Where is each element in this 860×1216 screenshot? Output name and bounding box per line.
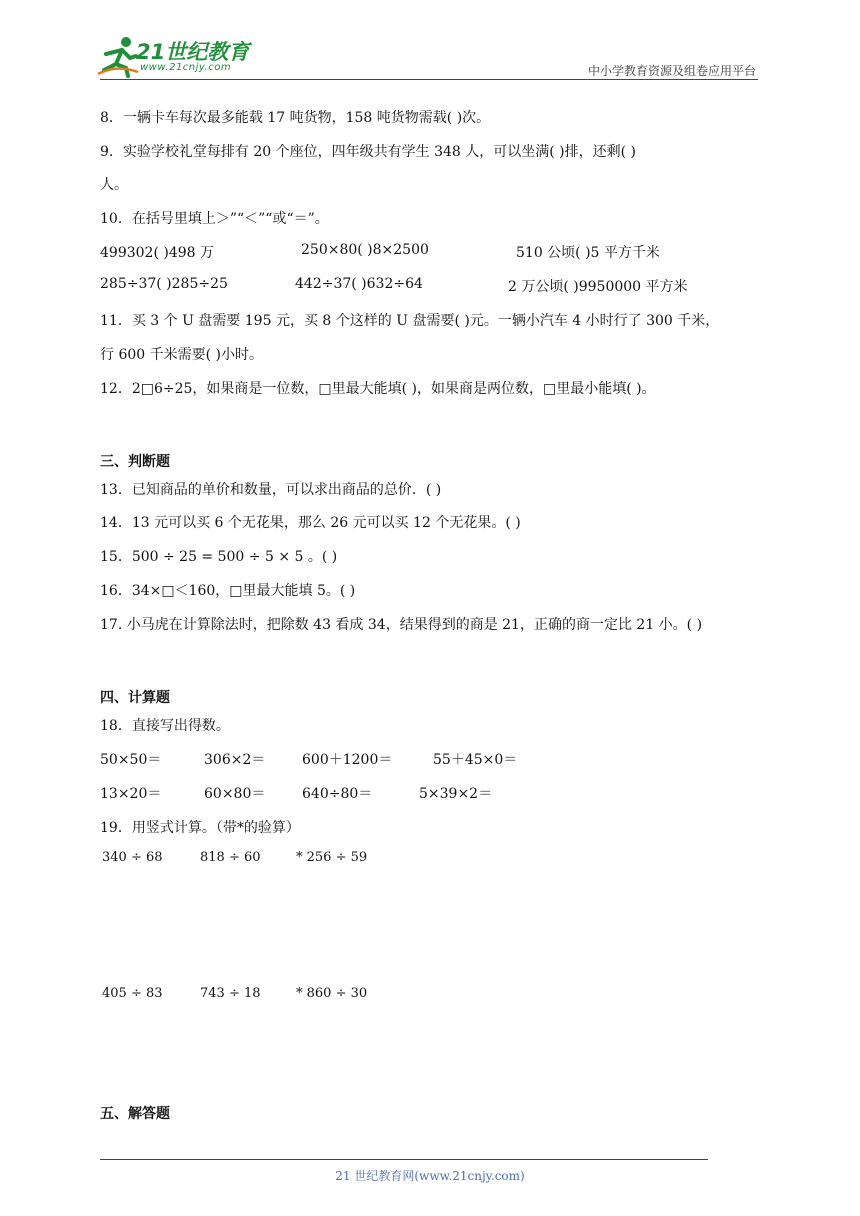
question-17: 17. 小马虎在计算除法时，把除数 43 看成 34，结果得到的商是 21，正确的商一定比 21 小。( ) — [100, 617, 703, 633]
runner-logo-icon — [96, 34, 140, 78]
q19-item: 405 ÷ 83 — [102, 986, 163, 1001]
question-8: 8．一辆卡车每次最多能载 17 吨货物，158 吨货物需载( )次。 — [100, 110, 491, 126]
question-11-line-1: 11．买 3 个 U 盘需要 195 元，买 8 个这样的 U 盘需要( )元。一辆小汽车 4 小时行了 300 千米， — [100, 313, 720, 329]
question-11-line-2: 行 600 千米需要( )小时。 — [100, 347, 263, 363]
q10-item: 285÷37( )285÷25 — [100, 276, 228, 292]
q10-item: 250×80( )8×2500 — [301, 242, 429, 258]
question-15: 15．500 ÷ 25 = 500 ÷ 5 × 5 。( ) — [100, 549, 338, 565]
q18-item: 50×50＝ — [100, 752, 162, 768]
logo-url: www.21cnjy.com — [140, 62, 232, 73]
footer-text: 21 世纪教育网(www.21cnjy.com) — [335, 1169, 525, 1183]
question-9-line-2: 人。 — [100, 177, 128, 193]
question-10: 10．在括号里填上＞”“＜”“或“＝”。 — [100, 211, 329, 227]
question-16: 16．34×□＜160，□里最大能填 5。( ) — [100, 583, 356, 599]
section-4-heading: 四、计算题 — [100, 690, 170, 706]
question-18: 18．直接写出得数。 — [100, 718, 230, 734]
q10-item: 499302( )498 万 — [100, 245, 214, 261]
question-9-line-1: 9．实验学校礼堂每排有 20 个座位，四年级共有学生 348 人，可以坐满( )排，还剩( ) — [100, 144, 636, 160]
q10-item: 510 公顷( )5 平方千米 — [516, 245, 660, 261]
q19-item: 340 ÷ 68 — [102, 850, 163, 865]
header-divider — [100, 79, 758, 80]
section-5-heading: 五、解答题 — [100, 1106, 170, 1122]
question-19: 19．用竖式计算。（带*的验算） — [100, 820, 300, 836]
q18-item: 55＋45×0＝ — [433, 752, 518, 768]
q10-item: 442÷37( )632÷64 — [295, 276, 423, 292]
section-3-heading: 三、判断题 — [100, 454, 170, 470]
site-logo — [96, 34, 266, 78]
q19-item: * 860 ÷ 30 — [296, 986, 368, 1001]
question-13: 13．已知商品的单价和数量，可以求出商品的总价．( ) — [100, 482, 442, 498]
question-14: 14．13 元可以买 6 个无花果，那么 26 元可以买 12 个无花果。( ) — [100, 515, 521, 531]
q19-item: 743 ÷ 18 — [200, 986, 261, 1001]
q19-item: * 256 ÷ 59 — [296, 850, 368, 865]
q18-item: 600＋1200＝ — [302, 752, 393, 768]
q18-item: 640÷80＝ — [302, 786, 373, 802]
q18-item: 13×20＝ — [100, 786, 162, 802]
logo-text: 21世纪教育 — [136, 40, 250, 64]
footer-divider — [100, 1159, 708, 1160]
q19-item: 818 ÷ 60 — [200, 850, 261, 865]
q18-item: 60×80＝ — [204, 786, 266, 802]
q18-item: 5×39×2＝ — [419, 786, 493, 802]
header-tagline: 中小学教育资源及组卷应用平台 — [587, 64, 756, 78]
q18-item: 306×2＝ — [204, 752, 266, 768]
question-12: 12．2□6÷25，如果商是一位数，□里最大能填( )，如果商是两位数，□里最小能填( )。 — [100, 381, 656, 397]
q10-item: 2 万公顷( )9950000 平方米 — [508, 279, 688, 295]
